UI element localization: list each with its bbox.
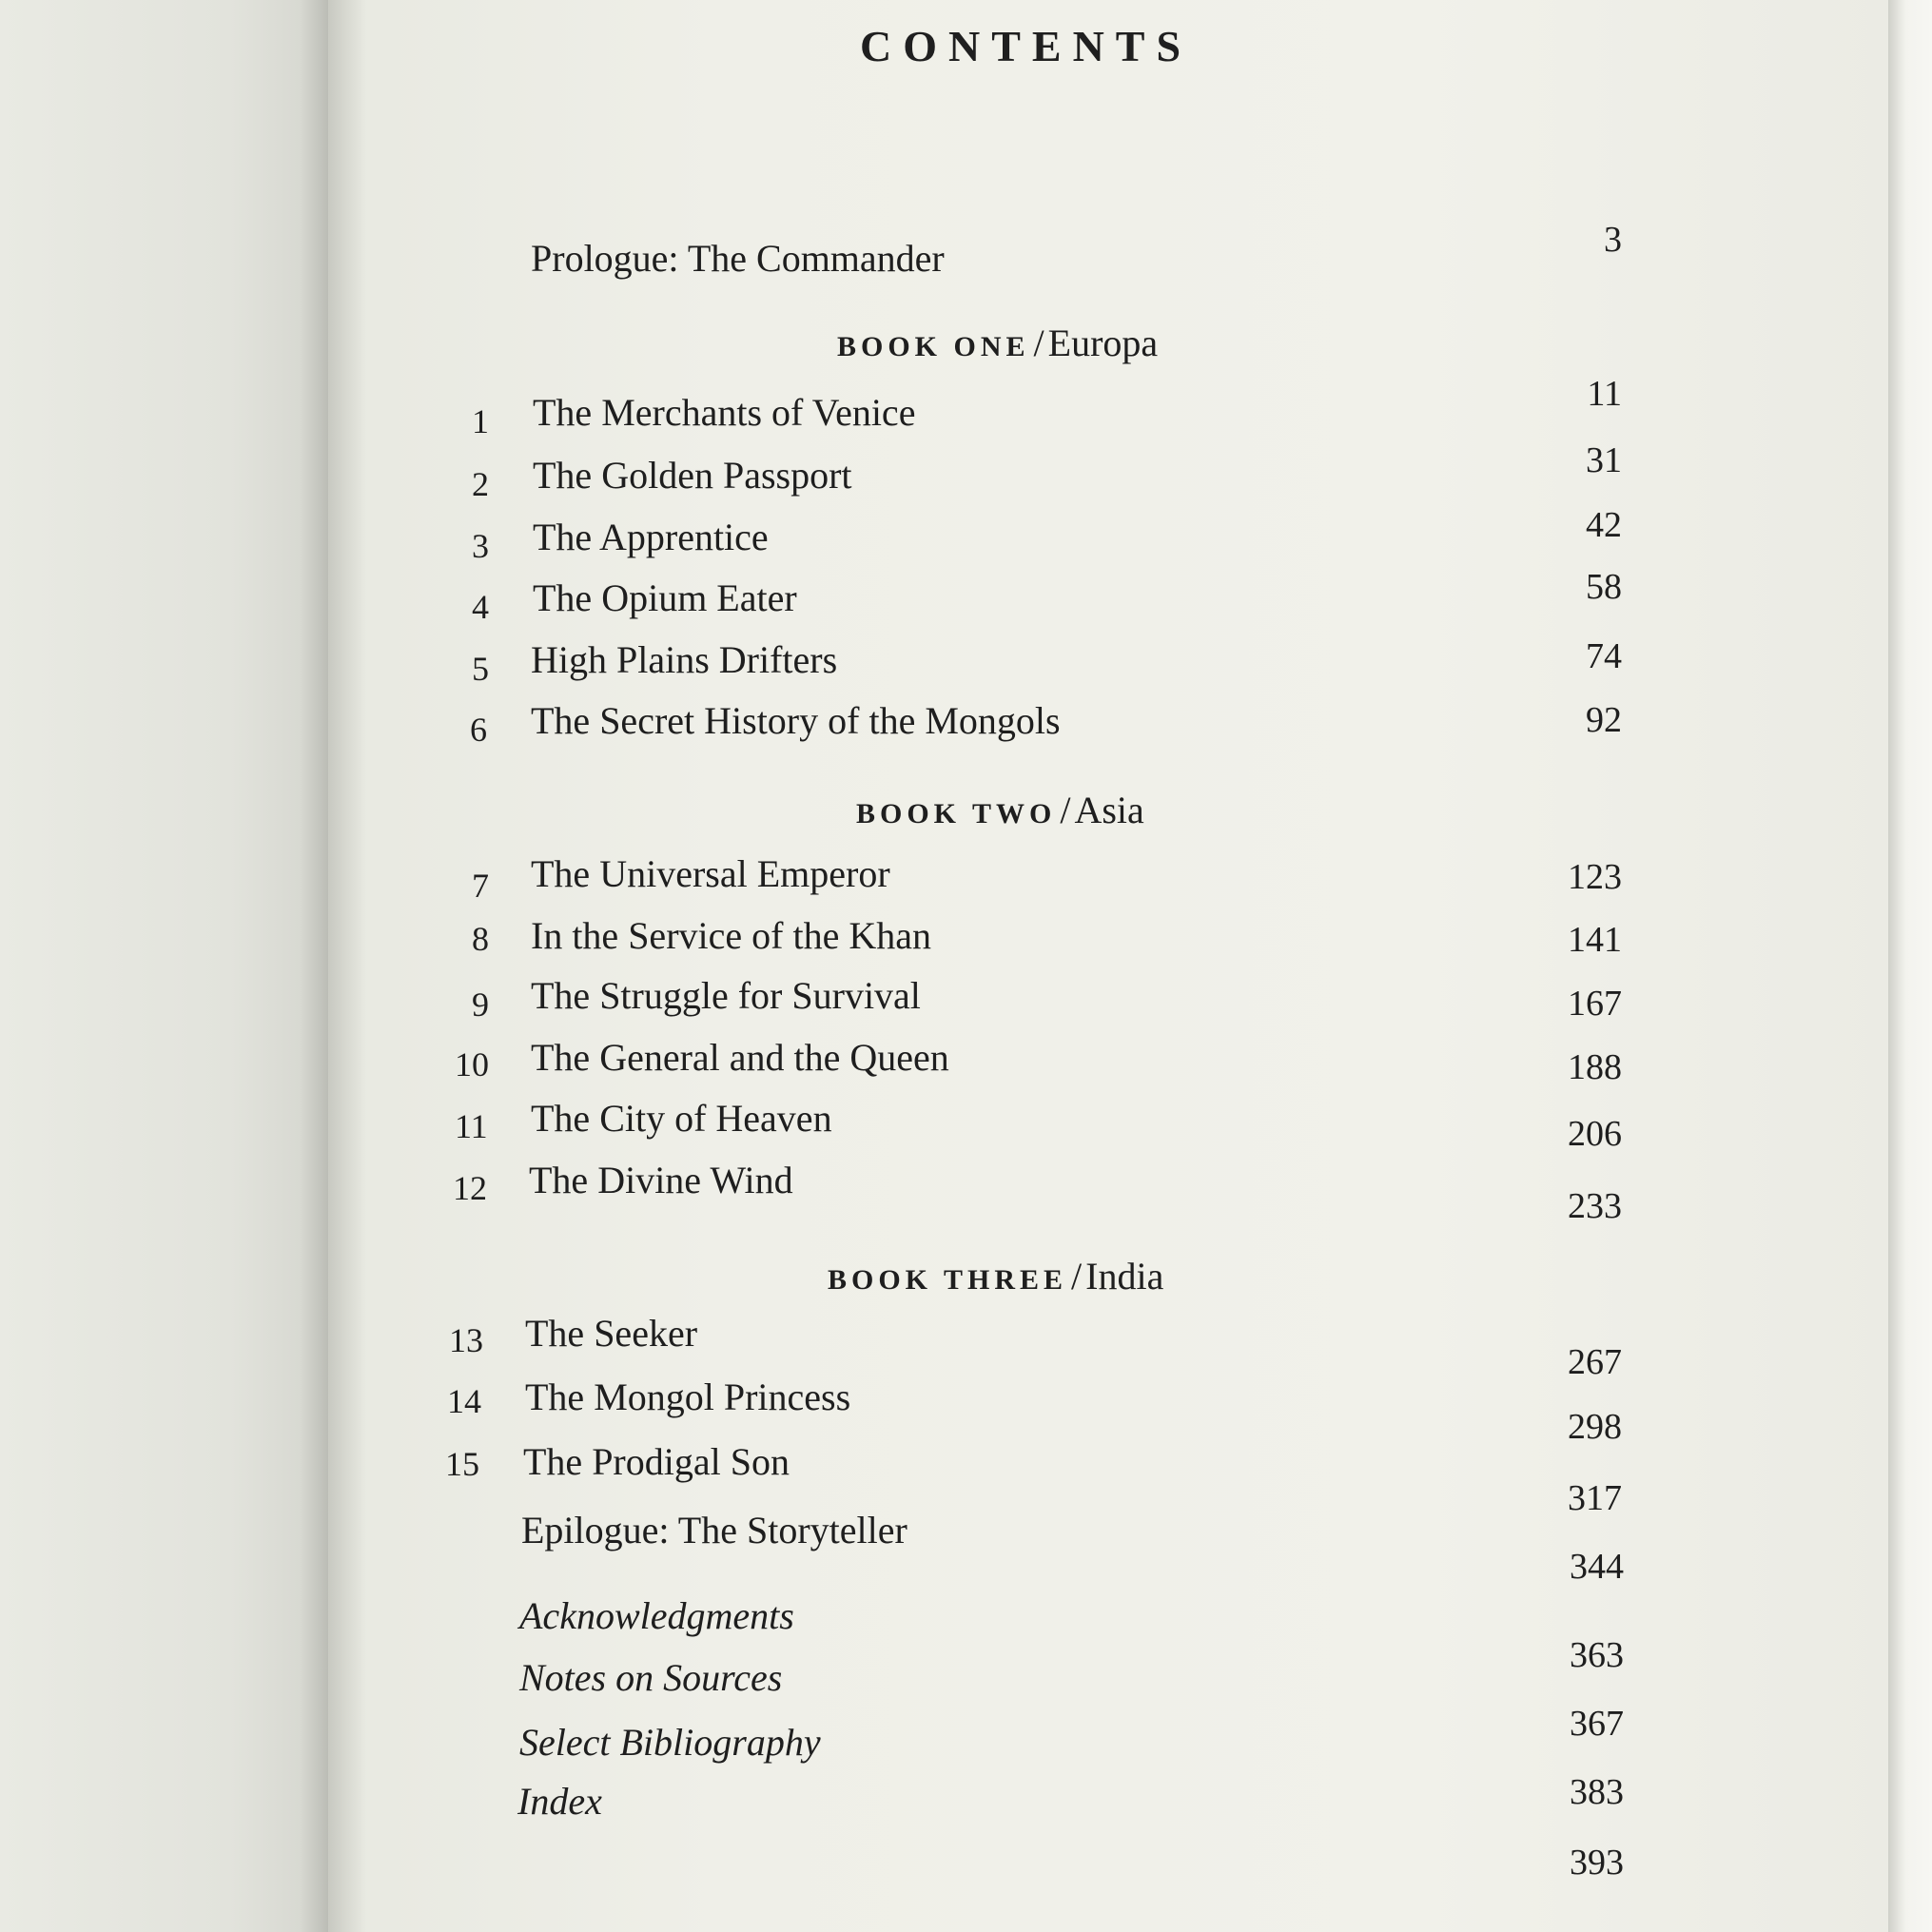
chapter-number: 3 [472,527,489,565]
chapter-title: The Secret History of the Mongols [531,699,1061,742]
book-three-region: India [1085,1255,1164,1298]
book-three-header [828,1254,1163,1298]
chapter-number: 1 [472,402,489,440]
book-two-header [856,788,1144,832]
book-two-separator: / [1060,789,1071,831]
book-one-separator: / [1033,322,1044,364]
back-matter-page: 393 [1570,1843,1624,1883]
chapter-title: The General and the Queen [531,1036,949,1079]
chapter-page: 188 [1568,1047,1622,1087]
back-matter-title: Acknowledgments [519,1594,794,1637]
book-two-region: Asia [1074,789,1144,831]
chapter-page: 123 [1568,857,1622,897]
prologue-title: Prologue: The Commander [531,237,945,280]
chapter-page: 317 [1568,1478,1622,1518]
chapter-page: 167 [1568,984,1622,1024]
back-matter-title: Select Bibliography [519,1721,821,1764]
chapter-title: High Plains Drifters [531,638,838,681]
chapter-title: The Merchants of Venice [533,391,916,434]
book-three-separator: / [1071,1255,1083,1298]
chapter-page: 298 [1568,1407,1622,1447]
chapter-page: 267 [1568,1342,1622,1382]
book-three-label: BOOK THREE [828,1264,1068,1296]
back-matter-page: 367 [1570,1704,1624,1744]
chapter-title: The Prodigal Son [523,1440,790,1483]
prologue-page: 3 [1604,220,1622,260]
chapter-number: 15 [445,1445,479,1483]
chapter-number: 5 [472,650,489,688]
back-matter-title: Notes on Sources [519,1656,783,1699]
chapter-number: 12 [453,1169,487,1207]
book-one-region: Europa [1047,322,1159,364]
chapter-page: 206 [1568,1114,1622,1154]
book-gutter [300,0,366,1932]
back-matter-page: 363 [1570,1635,1624,1675]
epilogue-page: 344 [1570,1547,1624,1587]
chapter-title: The Opium Eater [533,576,797,619]
chapter-page: 11 [1587,374,1622,414]
chapter-title: The City of Heaven [531,1097,832,1140]
chapter-title: The Universal Emperor [531,852,890,895]
chapter-page: 31 [1586,440,1622,480]
chapter-number: 4 [472,588,489,626]
chapter-page: 233 [1568,1186,1622,1226]
chapter-number: 8 [472,920,489,958]
chapter-number: 11 [455,1107,488,1145]
chapter-number: 9 [472,986,489,1024]
contents-heading: CONTENTS [860,22,1193,70]
chapter-number: 2 [472,465,489,503]
chapter-page: 141 [1568,920,1622,960]
left-page [0,0,328,1932]
chapter-number: 7 [472,867,489,905]
chapter-title: The Golden Passport [533,454,852,497]
page-edge [1888,0,1932,1932]
chapter-page: 92 [1586,700,1622,740]
chapter-page: 58 [1586,567,1622,607]
book-one-header [837,321,1158,365]
chapter-number: 14 [447,1382,481,1420]
book-one-label: BOOK ONE [837,331,1030,362]
chapter-title: The Apprentice [533,516,769,558]
chapter-title: The Divine Wind [529,1159,793,1201]
book-two-label: BOOK TWO [856,798,1057,829]
chapter-title: The Seeker [525,1312,698,1355]
chapter-number: 13 [449,1321,483,1359]
chapter-number: 6 [470,711,487,749]
chapter-page: 74 [1586,636,1622,676]
back-matter-page: 383 [1570,1772,1624,1812]
chapter-title: The Struggle for Survival [531,974,921,1017]
right-page [328,0,1888,1932]
chapter-title: The Mongol Princess [525,1376,851,1418]
epilogue-title: Epilogue: The Storyteller [521,1509,907,1551]
back-matter-title: Index [517,1780,602,1823]
chapter-number: 10 [455,1045,489,1083]
chapter-page: 42 [1586,505,1622,545]
chapter-title: In the Service of the Khan [531,914,931,957]
